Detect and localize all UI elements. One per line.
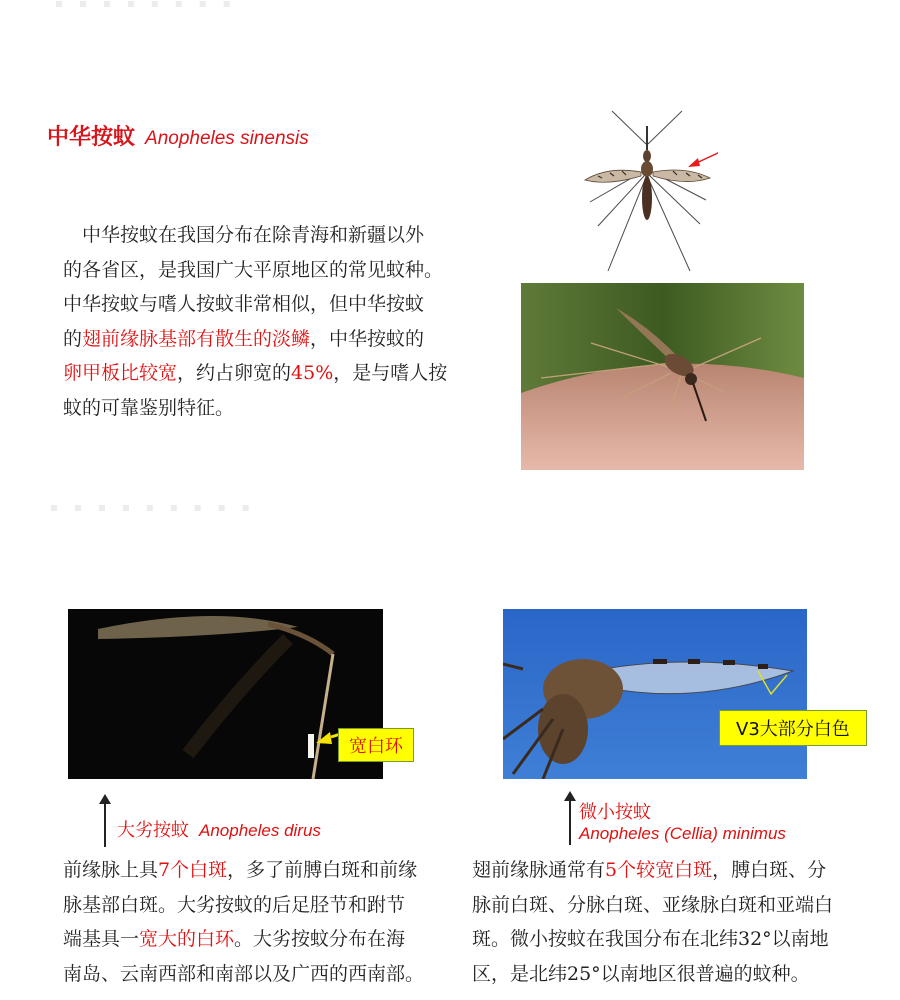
paragraph-line [63,287,473,322]
paragraph-line [63,218,473,253]
paragraph-line [63,322,473,357]
paragraph-line [63,253,473,288]
paragraph-line [63,922,463,957]
paragraph-line [63,853,463,888]
body-text: 中华按蚊与嗜人按蚊非常相似，但中华按蚊 [63,293,425,315]
body-text: 前缘脉上具 [63,859,159,881]
dirus-caption [117,816,321,842]
body-text: ，膊白斑、分 [712,859,827,881]
body-text: 蚊的可靠鉴别特征。 [63,396,235,419]
minimus-name-latin: Anopheles (Cellia) minimus [579,824,786,843]
paragraph-line [472,888,872,923]
title-chinese: 中华按蚊 [47,125,136,150]
minimus-wing-photo [503,609,807,779]
dirus-pointer-arrow-icon [104,803,106,847]
highlighted-text: 45% [291,362,334,384]
body-text: ，多了前膊白斑和前缘 [227,859,418,881]
mosquito-on-skin-photo [521,283,804,470]
paragraph-line [63,888,463,923]
dirus-name-chinese: 大劣按蚊 [117,820,189,841]
dirus-name-latin: Anopheles dirus [199,821,321,840]
body-text: 斑。微小按蚊在我国分布在北纬32°以南地 [472,928,829,950]
highlighted-text: 卵甲板比较宽 [63,362,178,384]
paragraph-line [63,356,473,391]
sinensis-description [63,218,473,425]
minimus-pointer-arrow-icon [569,800,571,845]
body-text: 区，是北纬25°以南地区很普遍的蚊种。 [472,962,810,985]
body-text: 脉基部白斑。大劣按蚊的后足胫节和跗节 [63,893,406,916]
highlighted-text: 翅前缘脉基部有散生的淡鳞 [82,327,311,350]
dirus-leg-photo [68,609,383,779]
body-text: 脉前白斑、分脉白斑、亚缘脉白斑和亚端白 [472,893,834,916]
faint-header-mid: ▪ ▪ ▪ ▪ ▪ ▪ ▪ ▪ ▪ [50,500,256,514]
paragraph-line [63,957,463,992]
body-text: 南岛、云南西部和南部以及广西的西南部。 [63,962,425,985]
paragraph-line [472,922,872,957]
wide-white-ring-label: 宽白环 [338,728,414,762]
body-text: ，中华按蚊的 [310,327,425,350]
dirus-description [63,853,463,991]
body-text: ，是与嗜人按 [333,362,448,384]
paragraph-line [472,957,872,992]
body-text: 端基具一 [63,928,140,950]
highlighted-text: 宽大的白环 [139,928,235,950]
paragraph-line [63,391,473,426]
minimus-name-chinese: 微小按蚊 [579,802,651,823]
faint-header-top: ▪ ▪ ▪ ▪ ▪ ▪ ▪ ▪ [55,0,237,10]
body-text: 翅前缘脉通常有 [472,859,606,881]
mosquito-topview-photo [578,106,718,274]
body-text: 。大劣按蚊分布在海 [234,928,406,950]
body-text: 的 [63,327,83,350]
title-latin: Anopheles sinensis [145,128,309,149]
body-text: 中华按蚊在我国分布在除青海和新疆以外 [82,224,425,246]
minimus-description [472,853,872,991]
paragraph-line [472,853,872,888]
highlighted-text: 5个较宽白斑 [605,859,713,881]
highlighted-text: 7个白斑 [158,859,228,881]
v3-mostly-white-label: V3大部分白色 [719,710,867,746]
body-text: ，约占卵宽的 [177,362,292,384]
body-text: 的各省区，是我国广大平原地区的常见蚊种。 [63,258,444,281]
section-title [47,120,309,151]
